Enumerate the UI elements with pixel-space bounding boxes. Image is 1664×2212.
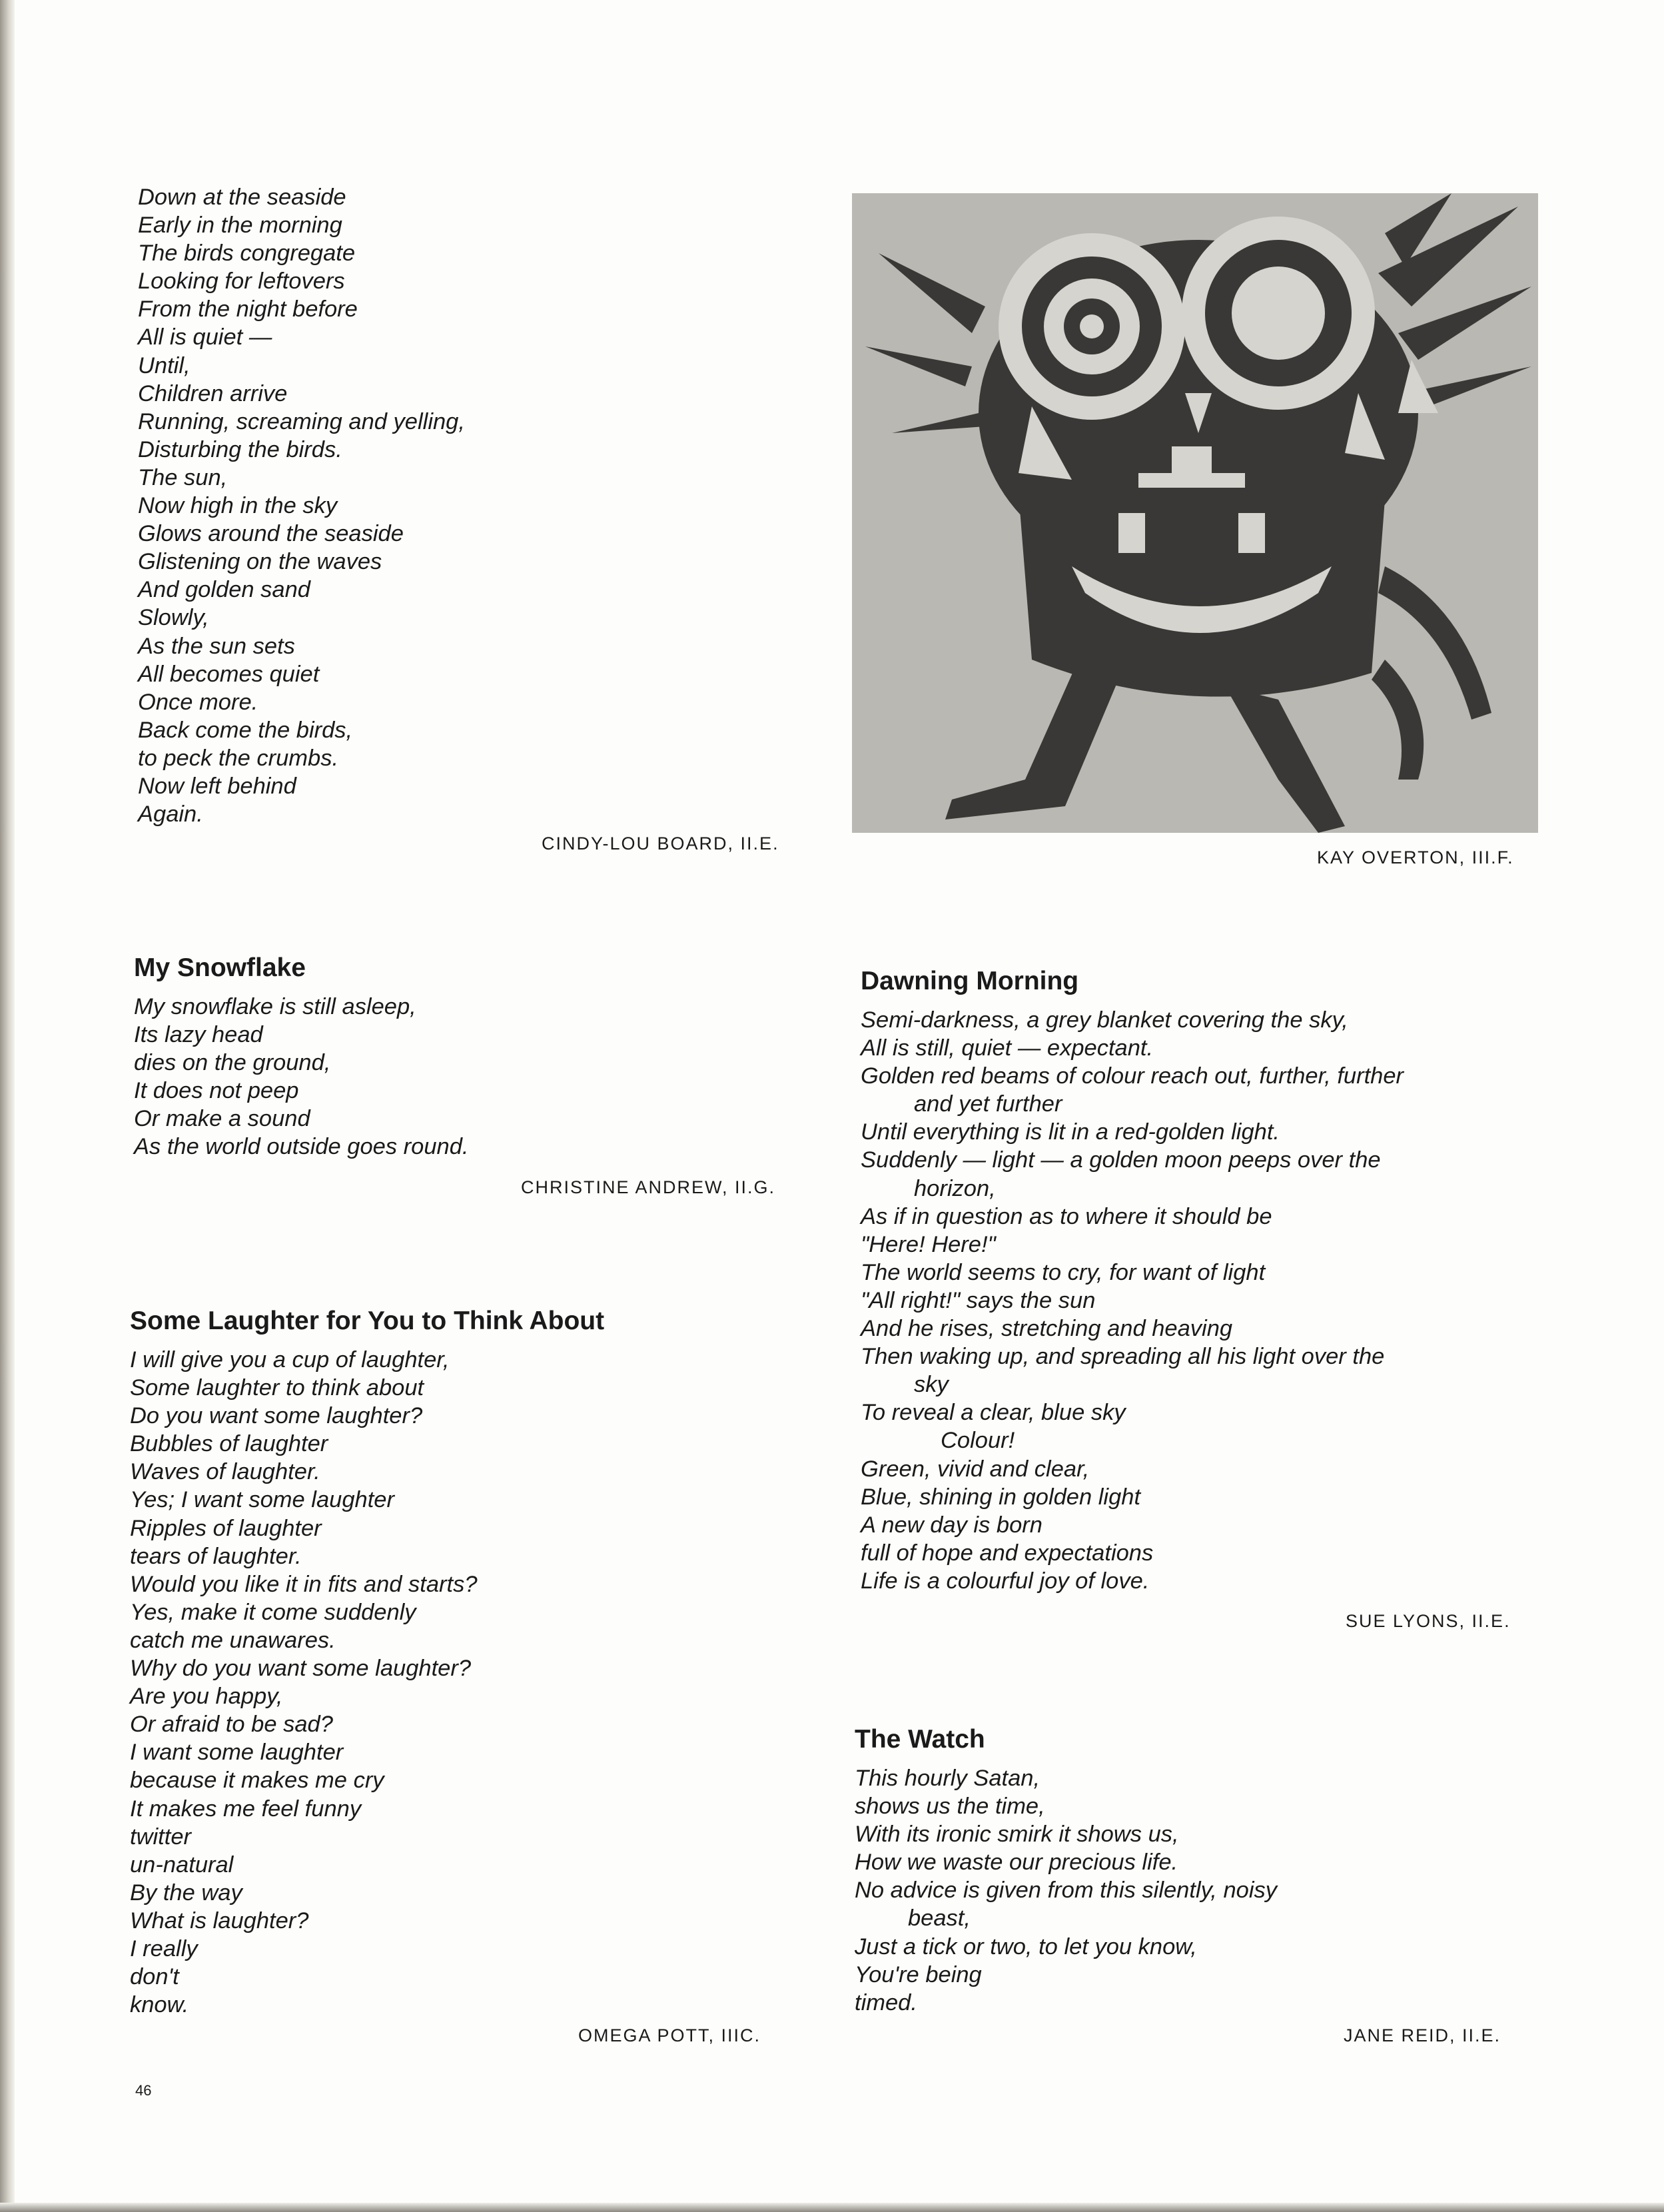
poem-line: The sun,: [138, 464, 228, 490]
poem-line: How we waste our precious life.: [855, 1850, 1178, 1876]
poem-line: Once more.: [138, 689, 258, 715]
poem-line: As the world outside goes round.: [134, 1134, 469, 1160]
poem-line: Yes; I want some laughter: [130, 1487, 394, 1513]
poem-line: to peck the crumbs.: [138, 745, 339, 771]
poem-snowflake: [134, 953, 468, 1161]
poem-line: full of hope and expectations: [861, 1540, 1154, 1566]
poem-line: Until everything is lit in a red-golden light.: [861, 1119, 1280, 1145]
poem-line: What is laughter?: [130, 1908, 309, 1934]
poem-line: Waves of laughter.: [130, 1459, 320, 1485]
poem-line: Would you like it in fits and starts?: [130, 1571, 478, 1597]
owl-illustration: [852, 193, 1538, 833]
poem-line: Then waking up, and spreading all his light over the: [861, 1344, 1385, 1370]
poem-line: Green, vivid and clear,: [861, 1456, 1090, 1482]
poem-line: Yes, make it come suddenly: [130, 1599, 416, 1625]
poem-line: The birds congregate: [138, 241, 356, 267]
poem-line: "All right!" says the sun: [861, 1287, 1096, 1313]
poem-line: Life is a colourful joy of love.: [861, 1568, 1150, 1594]
poem-line: I really: [130, 1936, 198, 1961]
book-binding-edge: [0, 0, 15, 2212]
poem-line: My snowflake is still asleep,: [134, 994, 416, 1019]
poem-line: Now high in the sky: [138, 493, 338, 519]
poem-line: Early in the morning: [138, 213, 342, 239]
poem-line: Suddenly — light — a golden moon peeps over the: [861, 1147, 1381, 1173]
page-number: 46: [135, 2082, 152, 2099]
poem-title: My Snowflake: [134, 953, 306, 982]
poem-line: Down at the seaside: [138, 185, 346, 210]
poem-line: dies on the ground,: [134, 1050, 331, 1076]
poem-title: Some Laughter for You to Think About: [130, 1307, 605, 1335]
poem-line: You're being: [855, 1961, 982, 1987]
poem-line: sky: [914, 1372, 949, 1398]
poem-title: The Watch: [855, 1725, 985, 1754]
poem-line: A new day is born: [861, 1512, 1042, 1538]
poem-laughter: [130, 1306, 604, 2019]
poem-line: Are you happy,: [130, 1684, 283, 1710]
poem-line: Running, screaming and yelling,: [138, 408, 465, 434]
poem-line: tears of laughter.: [130, 1543, 302, 1569]
poem-line: Its lazy head: [134, 1022, 263, 1048]
poem-laughter-author: OMEGA POTT, IIIC.: [578, 2025, 761, 2045]
poem-line: Blue, shining in golden light: [861, 1484, 1141, 1510]
poem-line: Golden red beams of colour reach out, further, further: [861, 1063, 1404, 1089]
poem-line: Until,: [138, 352, 191, 378]
artwork-author: KAY OVERTON, III.F.: [1317, 847, 1514, 867]
page-bottom-edge: [0, 2203, 1664, 2212]
poem-line: beast,: [908, 1906, 971, 1932]
poem-line: All becomes quiet: [138, 661, 320, 687]
poem-line: All is still, quiet — expectant.: [861, 1035, 1154, 1061]
poem-seaside: [138, 183, 465, 828]
poem-line: shows us the time,: [855, 1794, 1045, 1820]
poem-line: Now left behind: [138, 773, 296, 799]
poem-line: Slowly,: [138, 605, 209, 631]
poem-line: From the night before: [138, 296, 358, 322]
poem-line: Looking for leftovers: [138, 269, 345, 294]
poem-line: Or afraid to be sad?: [130, 1712, 333, 1738]
poem-line: I will give you a cup of laughter,: [130, 1347, 450, 1373]
poem-line: Again.: [138, 802, 203, 828]
poem-line: It makes me feel funny: [130, 1796, 362, 1822]
artwork-owl-print: [852, 193, 1538, 833]
poem-line: and yet further: [914, 1091, 1062, 1117]
poem-line: Ripples of laughter: [130, 1515, 322, 1541]
poem-line: To reveal a clear, blue sky: [861, 1400, 1126, 1426]
poem-line: know.: [130, 1992, 189, 2018]
poem-line: Why do you want some laughter?: [130, 1656, 472, 1682]
poem-watch: [855, 1724, 1277, 2017]
poem-line: twitter: [130, 1824, 192, 1850]
poem-line: No advice is given from this silently, noisy: [855, 1878, 1278, 1904]
poem-line: because it makes me cry: [130, 1768, 384, 1794]
poem-title: Dawning Morning: [861, 967, 1079, 995]
poem-line: "Here! Here!": [861, 1231, 996, 1257]
poem-dawning-author: SUE LYONS, II.E.: [1346, 1611, 1511, 1631]
poem-line: I want some laughter: [130, 1740, 344, 1766]
poem-line: As if in question as to where it should be: [861, 1203, 1272, 1229]
poem-line: With its ironic smirk it shows us,: [855, 1822, 1179, 1848]
poem-line: un-natural: [130, 1852, 234, 1878]
poem-line: timed.: [855, 1989, 917, 2015]
poem-line: Semi-darkness, a grey blanket covering the sky,: [861, 1007, 1348, 1033]
poem-line: Glows around the seaside: [138, 521, 404, 547]
poem-line: All is quiet —: [138, 324, 272, 350]
poem-line: don't: [130, 1964, 179, 1990]
poem-dawning: [861, 966, 1404, 1595]
poem-line: Disturbing the birds.: [138, 436, 342, 462]
poem-seaside-author: CINDY-LOU BOARD, II.E.: [542, 833, 779, 853]
poem-line: Bubbles of laughter: [130, 1431, 328, 1457]
poem-line: As the sun sets: [138, 633, 295, 659]
poem-line: And golden sand: [138, 577, 310, 603]
poem-line: Or make a sound: [134, 1106, 310, 1132]
poem-line: And he rises, stretching and heaving: [861, 1316, 1233, 1342]
poem-line: catch me unawares.: [130, 1627, 336, 1653]
poem-line: Children arrive: [138, 380, 288, 406]
poem-line: It does not peep: [134, 1078, 299, 1104]
poem-line: Back come the birds,: [138, 717, 353, 743]
poem-line: horizon,: [914, 1175, 996, 1201]
poem-line: Some laughter to think about: [130, 1375, 424, 1401]
poem-watch-author: JANE REID, II.E.: [1344, 2025, 1501, 2045]
poem-line: Just a tick or two, to let you know,: [855, 1934, 1197, 1959]
poem-line: Colour!: [941, 1428, 1015, 1454]
poem-line: Do you want some laughter?: [130, 1403, 423, 1429]
poem-snowflake-author: CHRISTINE ANDREW, II.G.: [521, 1177, 776, 1197]
poem-line: Glistening on the waves: [138, 549, 382, 575]
poem-line: This hourly Satan,: [855, 1766, 1040, 1791]
poem-line: The world seems to cry, for want of light: [861, 1259, 1266, 1285]
poem-line: By the way: [130, 1880, 242, 1906]
